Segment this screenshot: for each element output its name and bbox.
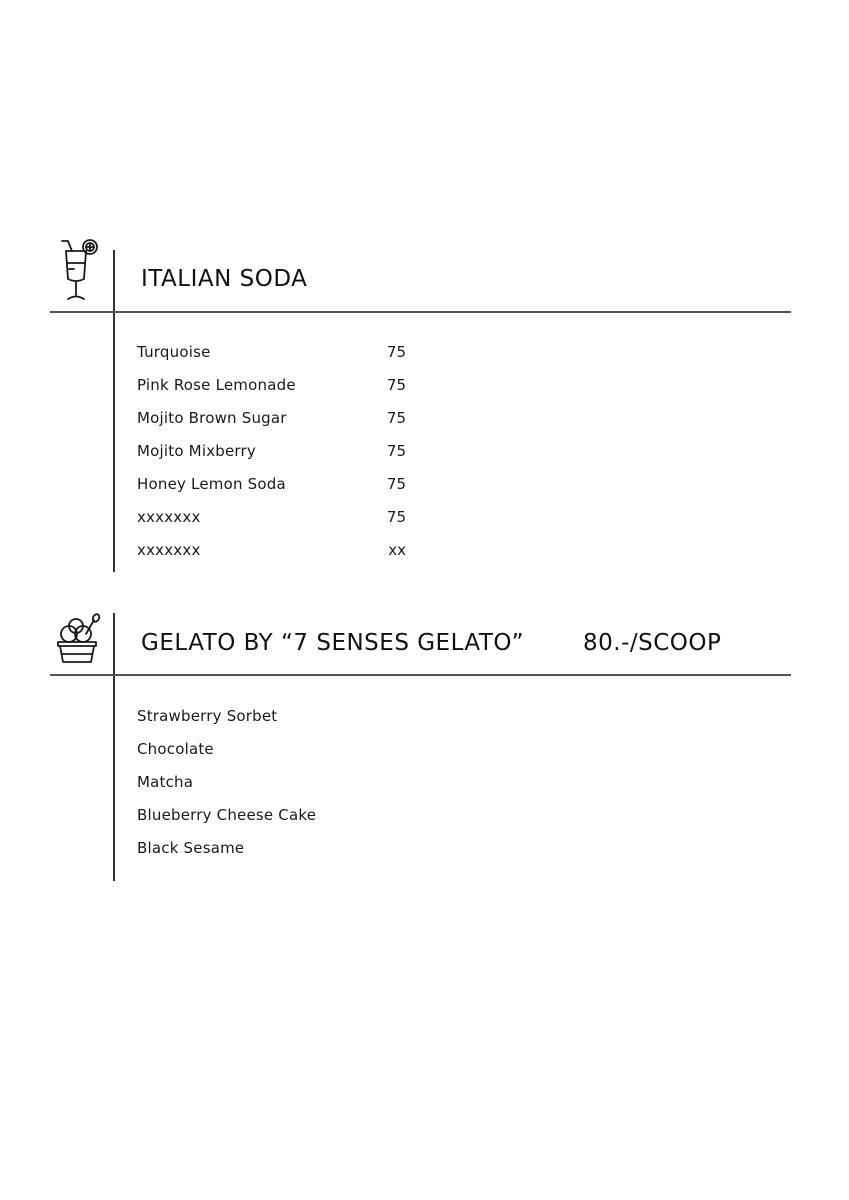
menu-item-name: xxxxxxx: [137, 508, 201, 526]
menu-item-name: Matcha: [137, 773, 194, 791]
cocktail-glass-icon: [52, 237, 102, 301]
menu-item-name: xxxxxxx: [137, 541, 201, 559]
menu-item: [0, 806, 849, 828]
section-divider-horizontal: [50, 674, 791, 676]
menu-item-price: 75: [386, 376, 406, 394]
section-title: GELATO BY “7 SENSES GELATO”: [141, 630, 525, 656]
menu-item-price: xx: [388, 541, 406, 559]
menu-item: [0, 773, 849, 795]
section-divider-horizontal: [50, 311, 791, 313]
menu-item-name: Mojito Mixberry: [137, 442, 256, 460]
menu-item: [0, 475, 849, 497]
ice-cream-cup-icon: [52, 612, 102, 668]
menu-item: [0, 376, 849, 398]
menu-item-price: 75: [386, 475, 406, 493]
menu-item-name: Mojito Brown Sugar: [137, 409, 287, 427]
menu-item-name: Honey Lemon Soda: [137, 475, 286, 493]
menu-item-name: Turquoise: [137, 343, 211, 361]
section-title-price: 80.-/SCOOP: [583, 630, 722, 656]
menu-item: [0, 442, 849, 464]
menu-item-name: Chocolate: [137, 740, 214, 758]
menu-item: [0, 508, 849, 530]
section-title: ITALIAN SODA: [141, 266, 308, 292]
menu-item-price: 75: [386, 442, 406, 460]
menu-item-name: Pink Rose Lemonade: [137, 376, 296, 394]
menu-item: [0, 343, 849, 365]
menu-item: [0, 409, 849, 431]
menu-item-price: 75: [386, 343, 406, 361]
menu-item: [0, 839, 849, 861]
menu-item-price: 75: [386, 508, 406, 526]
menu-item-name: Strawberry Sorbet: [137, 707, 278, 725]
menu-item-name: Black Sesame: [137, 839, 245, 857]
menu-item: [0, 541, 849, 563]
menu-item: [0, 707, 849, 729]
menu-item: [0, 740, 849, 762]
menu-item-name: Blueberry Cheese Cake: [137, 806, 317, 824]
menu-item-price: 75: [386, 409, 406, 427]
